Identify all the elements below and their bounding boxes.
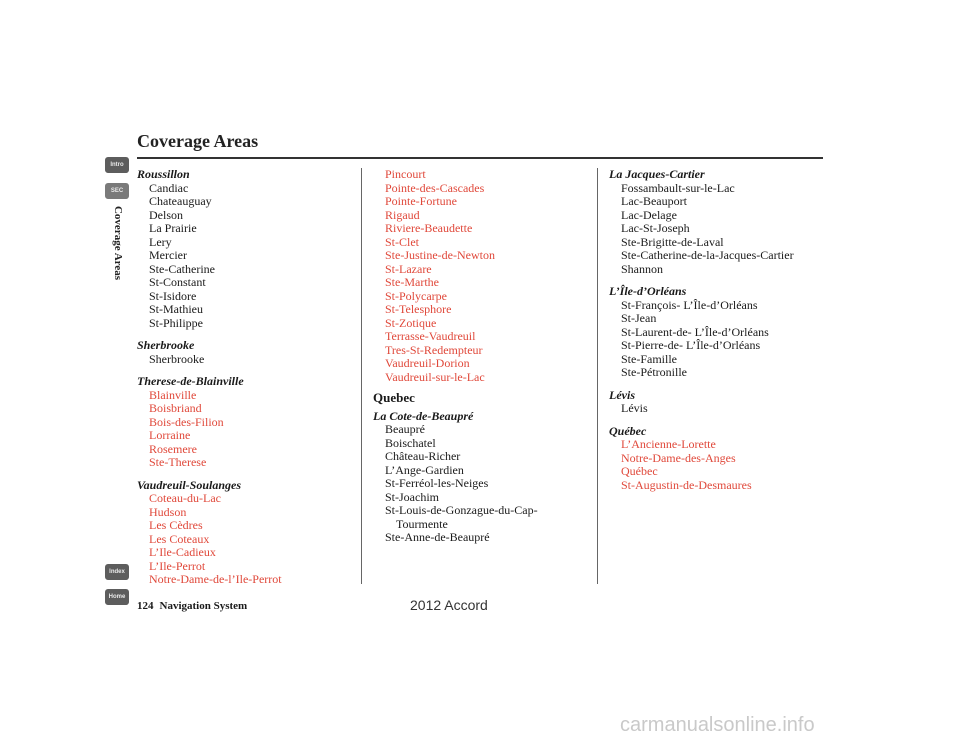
list-item: Lac-Delage	[621, 207, 677, 222]
index-tab-button[interactable]: Index	[105, 564, 129, 580]
area-list	[609, 402, 839, 416]
column-divider	[597, 168, 598, 584]
area-list	[137, 389, 357, 470]
page-footer	[137, 600, 247, 612]
list-item: Ste-Brigitte-de-Laval	[621, 234, 724, 249]
area-list	[137, 353, 357, 367]
area-link[interactable]: Vaudreuil-Dorion	[385, 356, 470, 370]
title-divider	[137, 157, 823, 159]
area-list	[609, 299, 839, 380]
list-item: Shannon	[621, 261, 663, 276]
list-item: La Prairie	[149, 221, 197, 235]
area-link[interactable]: Riviere-Beaudette	[385, 221, 473, 235]
list-item: St-Constant	[149, 275, 206, 289]
area-list	[609, 438, 839, 492]
area-link[interactable]: St-Zotique	[385, 315, 437, 330]
coverage-column-1	[137, 168, 357, 596]
watermark: carmanualsonline.info	[620, 714, 815, 736]
area-link[interactable]: Vaudreuil-sur-le-Lac	[385, 369, 485, 384]
area-link[interactable]: Ste-Marthe	[385, 275, 439, 289]
group-heading: Québec	[609, 423, 647, 438]
coverage-column-2	[373, 168, 593, 554]
section-side-label: Coverage Areas	[112, 205, 124, 281]
area-link[interactable]: St-Augustin-de-Desmaures	[621, 477, 752, 492]
area-list	[137, 182, 357, 331]
area-link[interactable]: Boisbriand	[149, 401, 202, 415]
list-item: Lac-St-Joseph	[621, 221, 690, 235]
list-item: St-Louis-de-Gonzague-du-Cap-Tourmente	[385, 503, 538, 531]
group-heading: La Cote-de-Beaupré	[373, 408, 474, 423]
area-list	[137, 492, 357, 587]
list-item: Lévis	[621, 401, 648, 415]
area-link[interactable]: Tres-St-Redempteur	[385, 342, 483, 357]
group-heading: Roussillon	[137, 167, 190, 181]
list-item: Lac-Beauport	[621, 194, 687, 208]
list-item: St-Pierre-de- L’Île-d’Orléans	[621, 338, 761, 352]
area-link[interactable]: St-Polycarpe	[385, 288, 447, 303]
sec-tab-button[interactable]: SEC	[105, 183, 129, 199]
area-link[interactable]: Québec	[621, 464, 658, 478]
list-item: Château-Richer	[385, 449, 461, 463]
list-item: Boischatel	[385, 435, 436, 450]
group-heading: Sherbrooke	[137, 338, 195, 352]
list-item: Ste-Catherine	[149, 261, 215, 276]
area-link[interactable]: Notre-Dame-de-l’Ile-Perrot	[149, 572, 282, 586]
group-heading: Lévis	[609, 387, 635, 402]
area-link[interactable]: Pincourt	[385, 167, 426, 181]
area-link[interactable]: St-Clet	[385, 234, 420, 249]
area-link[interactable]: Coteau-du-Lac	[149, 491, 221, 505]
area-link[interactable]: St-Lazare	[385, 261, 432, 276]
list-item: Lery	[149, 234, 172, 249]
list-item: Delson	[149, 207, 183, 222]
page-title: Coverage Areas	[137, 131, 259, 151]
page-number: 124	[137, 600, 154, 612]
group-heading: Vaudreuil-Soulanges	[137, 477, 242, 492]
area-list	[373, 168, 593, 384]
area-link[interactable]: Notre-Dame-des-Anges	[621, 450, 736, 465]
area-link[interactable]: Hudson	[149, 504, 187, 519]
list-item: St-Philippe	[149, 315, 204, 330]
list-item: St-Isidore	[149, 288, 197, 303]
list-item: Ste-Catherine-de-la-Jacques-Cartier	[621, 248, 794, 262]
area-link[interactable]: Les Cèdres	[149, 518, 203, 532]
area-link[interactable]: St-Telesphore	[385, 302, 452, 316]
area-link[interactable]: L’Ancienne-Lorette	[621, 437, 716, 451]
intro-tab-button[interactable]: Intro	[105, 157, 129, 173]
area-link[interactable]: Bois-des-Filion	[149, 414, 224, 429]
list-item: St-Laurent-de- L’Île-d’Orléans	[621, 324, 769, 339]
area-list	[373, 423, 593, 545]
area-link[interactable]: L’Ile-Cadieux	[149, 545, 216, 559]
list-item: Ste-Pétronille	[621, 365, 687, 379]
area-link[interactable]: Ste-Therese	[149, 455, 207, 469]
coverage-column-3	[609, 168, 839, 501]
list-item: Ste-Famille	[621, 351, 677, 366]
area-link[interactable]: Rigaud	[385, 207, 420, 222]
model-label: 2012 Accord	[410, 597, 488, 613]
list-item: Mercier	[149, 248, 187, 262]
region-heading: Quebec	[373, 390, 415, 405]
area-link[interactable]: Les Coteaux	[149, 531, 210, 546]
area-link[interactable]: Lorraine	[149, 428, 191, 442]
list-item: Ste-Anne-de-Beaupré	[385, 530, 490, 544]
home-tab-button[interactable]: Home	[105, 589, 129, 605]
list-item: Sherbrooke	[149, 351, 205, 366]
area-link[interactable]: L’Ile-Perrot	[149, 558, 206, 573]
list-item: Fossambault-sur-le-Lac	[621, 180, 735, 195]
area-link[interactable]: Ste-Justine-de-Newton	[385, 248, 495, 262]
list-item: St-Mathieu	[149, 302, 203, 316]
group-heading: La Jacques-Cartier	[609, 167, 705, 181]
group-heading: L’Île-d’Orléans	[609, 284, 687, 298]
list-item: Candiac	[149, 180, 189, 195]
list-item: Beaupré	[385, 422, 425, 436]
area-list	[609, 182, 839, 277]
area-link[interactable]: Terrasse-Vaudreuil	[385, 329, 476, 343]
list-item: St-François- L’Île-d’Orléans	[621, 297, 758, 312]
list-item: St-Joachim	[385, 489, 439, 504]
column-divider	[361, 168, 362, 584]
area-link[interactable]: Rosemere	[149, 441, 197, 456]
group-heading: Therese-de-Blainville	[137, 374, 244, 388]
area-link[interactable]: Blainville	[149, 387, 197, 402]
list-item: St-Jean	[621, 311, 657, 325]
list-item: L’Ange-Gardien	[385, 462, 464, 477]
area-link[interactable]: Pointe-Fortune	[385, 194, 457, 208]
area-link[interactable]: Pointe-des-Cascades	[385, 180, 485, 195]
footer-section-title: Navigation System	[159, 600, 248, 612]
list-item: St-Ferréol-les-Neiges	[385, 476, 489, 490]
list-item: Chateauguay	[149, 194, 212, 208]
